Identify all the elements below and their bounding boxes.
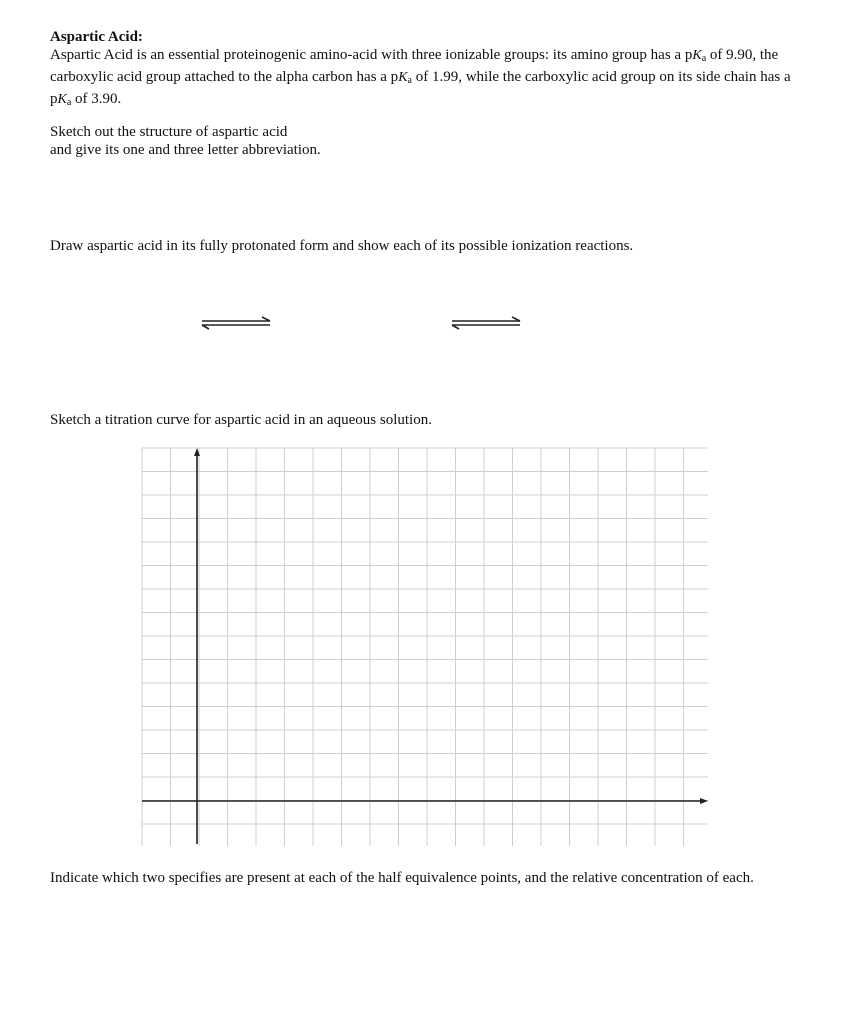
question-structure-line-2: and give its one and three letter abbreviation. [50, 142, 321, 158]
grid-lines [142, 448, 708, 846]
pka-symbol-alpha-carboxyl: Ka [398, 70, 412, 86]
intro-text-3: of 1.99, while the carboxylic acid group on its side chain has a p [50, 69, 791, 107]
question-structure-line-1: Sketch out the structure of aspartic acid [50, 124, 288, 140]
intro-text-4: of 3.90. [71, 91, 122, 107]
intro-text-1: Aspartic Acid is an essential proteinogenic amino-acid with three ionizable groups: its amino group has a p [50, 47, 693, 63]
intro-paragraph [50, 46, 810, 112]
equilibrium-arrow-icon [450, 313, 522, 333]
equilibrium-arrow-icon [200, 313, 272, 333]
question-ionization: Draw aspartic acid in its fully protonated form and show each of its possible ionization reactions. [50, 238, 634, 254]
pka-symbol-side-chain: Ka [57, 92, 72, 108]
page-title: Aspartic Acid: [50, 29, 143, 45]
intro-text-2: of 9.90, the carboxylic acid group attached to the alpha carbon has a p [50, 47, 779, 85]
question-structure [50, 123, 450, 159]
x-axis-arrowhead-icon [700, 798, 708, 804]
titration-graph-grid [140, 446, 710, 848]
pka-symbol-amino: Ka [692, 48, 707, 64]
question-half-equivalence: Indicate which two specifies are present at each of the half equivalence points, and the relative concentration of each. [50, 870, 754, 886]
question-titration: Sketch a titration curve for aspartic acid in an aqueous solution. [50, 412, 432, 428]
